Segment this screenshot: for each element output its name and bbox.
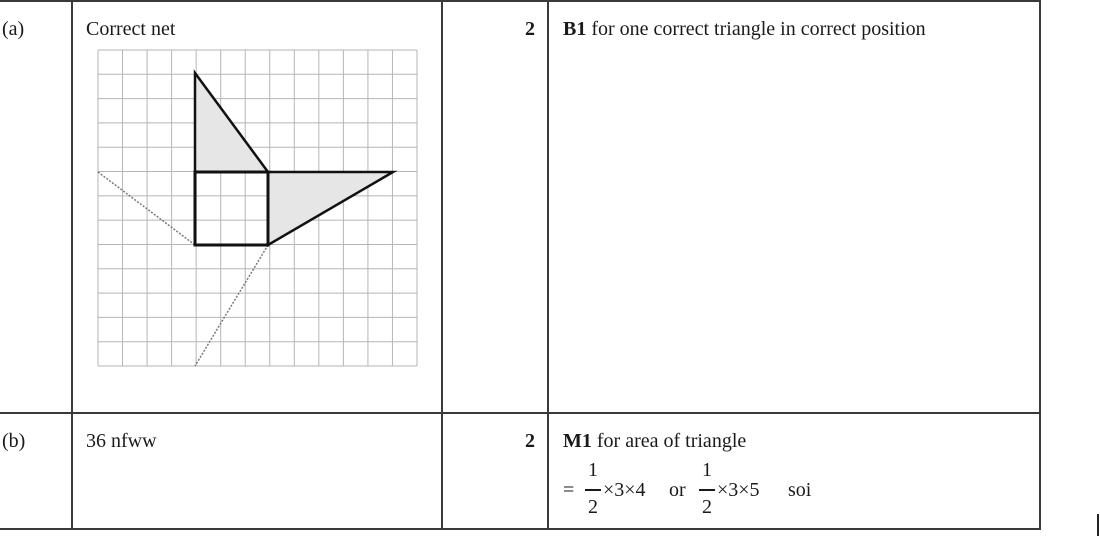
answer-a: Correct net — [86, 18, 176, 40]
fraction-1-denominator: 2 — [588, 496, 598, 518]
answer-b: 36 nfww — [86, 430, 157, 452]
formula-suffix: soi — [788, 479, 812, 501]
formula-expression-1: ×3×4 — [603, 479, 646, 501]
guidance-text-b: for area of triangle — [596, 430, 747, 452]
dotted-triangle-bottom-edge — [195, 245, 268, 366]
fraction-1-bar — [585, 489, 601, 491]
base-square — [195, 172, 268, 245]
fraction-2-bar — [699, 489, 715, 491]
guidance-code-b: M1 — [563, 430, 592, 452]
guidance-code-a: B1 — [563, 18, 587, 40]
part-label-b: (b) — [2, 430, 26, 452]
guidance-text-a: for one correct triangle in correct position — [591, 18, 926, 40]
formula-expression-2: ×3×5 — [717, 479, 760, 501]
part-label-a: (a) — [2, 18, 25, 40]
mark-a: 2 — [525, 18, 535, 40]
mark-b: 2 — [525, 430, 535, 452]
fraction-2-numerator: 1 — [702, 459, 712, 481]
guidance-b — [563, 429, 746, 453]
dotted-triangle-left-edge — [98, 172, 195, 245]
formula-or: or — [669, 479, 686, 501]
fraction-1-numerator: 1 — [588, 459, 598, 481]
fraction-2-denominator: 2 — [702, 496, 712, 518]
formula-equals: = — [563, 479, 575, 501]
text-cursor — [1097, 514, 1099, 536]
